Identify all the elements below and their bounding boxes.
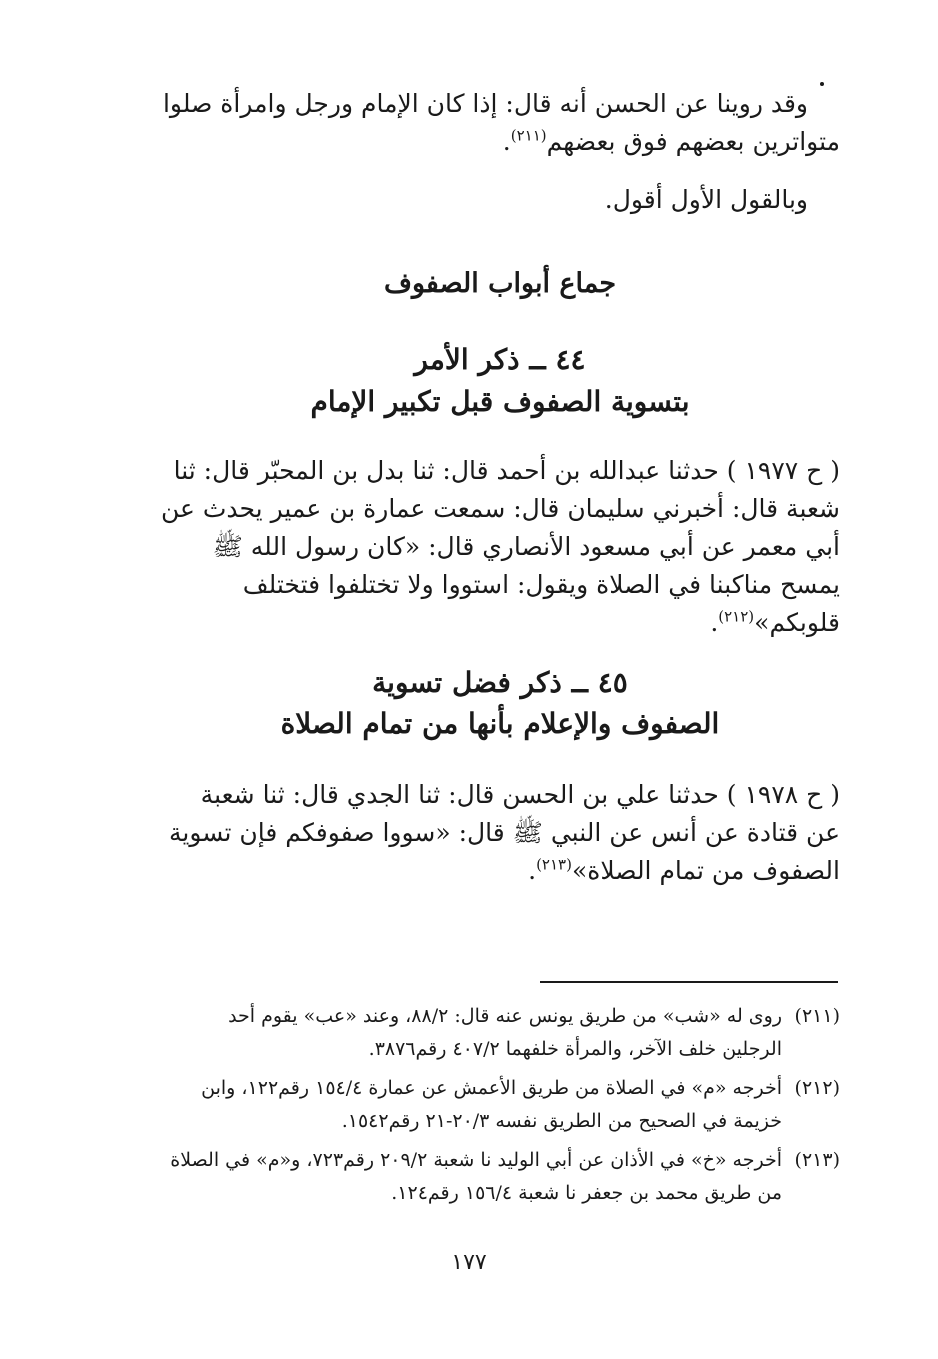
- intro-end: .: [502, 127, 511, 156]
- intro-text: وقد روينا عن الحسن أنه قال: إذا كان الإمام ورجل وامرأة صلوا متواترين بعضهم فوق بعضهم: [162, 89, 840, 156]
- footnote-number: (٢١١): [794, 1005, 840, 1027]
- hadith-1977-text: ( ح ١٩٧٧ ) حدثنا عبدالله بن أحمد قال: ثنا بدل بن المحبّر قال: ثنا شعبة قال: أخبرني سليمان قال: سمعت عمارة بن عمير يحدث عن أبي معمر عن أبي مسعود الأنصاري قال: «كان رسول الله ﷺ يمسح مناكبنا في الصلاة ويقول: استووا ولا تختلفوا فتختلف قلوبكم»: [160, 456, 840, 637]
- footnote-212: [170, 1072, 840, 1138]
- footnote-number: (٢١٣): [794, 1149, 840, 1171]
- footnote-213: [170, 1144, 840, 1210]
- footnote-text: أخرجه «خ» في الأذان عن أبي الوليد نا شعبة ٢٠٩/٢ رقم٧٢٣، و«م» في الصلاة من طريق محمد بن جعفر نا شعبة ١٥٦/٤ رقم١٢٤.: [170, 1149, 782, 1204]
- intro-paragraph: [160, 85, 840, 161]
- hadith-1977-end: .: [710, 608, 719, 637]
- footnote-number: (٢١٢): [794, 1077, 840, 1099]
- footnote-divider: [540, 981, 838, 983]
- hadith-1977: [160, 452, 840, 642]
- footnote-211: [170, 1000, 840, 1066]
- section-44-title-line1: ٤٤ ــ ذكر الأمر: [414, 343, 586, 376]
- hadith-1978-text: ( ح ١٩٧٨ ) حدثنا علي بن الحسن قال: ثنا الجدي قال: ثنا شعبة عن قتادة عن أنس عن النبي ﷺ قال: «سووا صفوفكم فإن تسوية الصفوف من تمام الصلاة»: [168, 780, 840, 885]
- hadith-1978-end: .: [528, 856, 537, 885]
- footnote-text: أخرجه «م» في الصلاة من طريق الأعمش عن عمارة ١٥٤/٤ رقم١٢٢، وابن خزيمة في الصحيح من الطريق نفسه ٢٠/٣-٢١ رقم١٥٤٢.: [201, 1077, 782, 1132]
- footnote-ref-213[interactable]: (٢١٣): [536, 855, 572, 874]
- section-45-title-line2: الصفوف والإعلام بأنها من تمام الصلاة: [280, 707, 720, 740]
- hadith-1978: [160, 776, 840, 890]
- section-45-title-line1: ٤٥ ــ ذكر فضل تسوية: [372, 666, 628, 699]
- footnotes: [170, 1000, 840, 1216]
- footnote-ref-212[interactable]: (٢١٢): [718, 607, 755, 626]
- footnote-text: روى له «شب» من طريق يونس عنه قال: ٨٨/٢، وعند «عب» يقوم أحد الرجلين خلف الآخر، والمرأة خلفهما ٤٠٧/٢ رقم٣٨٧٦.: [228, 1005, 782, 1060]
- page-number: ١٧٧: [451, 1250, 487, 1275]
- chapter-heading: جماع أبواب الصفوف: [383, 268, 617, 299]
- section-44-title-line2: بتسوية الصفوف قبل تكبير الإمام: [310, 385, 690, 418]
- footnote-ref-211[interactable]: (٢١١): [510, 126, 547, 145]
- intro-paragraph-2: وبالقول الأول أقول.: [604, 185, 808, 214]
